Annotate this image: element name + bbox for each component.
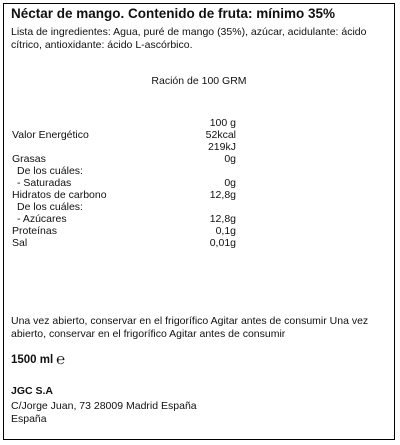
nutrition-row-protein xyxy=(12,225,236,237)
carbs-value: 12,8g xyxy=(209,189,236,201)
nutrition-row-energy-kj xyxy=(12,141,236,153)
fat-value: 0g xyxy=(224,153,236,165)
nutrition-row-salt xyxy=(12,237,236,249)
protein-label: Proteínas xyxy=(12,225,57,237)
protein-value: 0,1g xyxy=(215,225,236,237)
ingredients-text: Lista de ingredientes: Agua, puré de mango (35%), azúcar, acidulante: ácido cítrico, antioxidante: ácido L-ascórbico. xyxy=(11,26,367,51)
energy-kj-value: 219kJ xyxy=(207,141,236,153)
company-country: España xyxy=(11,413,47,425)
fat-label: Grasas xyxy=(12,153,46,165)
quantity-value: 100 g xyxy=(209,117,236,129)
carbs-label: Hidratos de carbono xyxy=(12,189,107,201)
saturates-label: - Saturadas xyxy=(17,177,72,189)
nutrition-row-carbs xyxy=(12,189,236,201)
company-address: C/Jorge Juan, 73 28009 Madrid España xyxy=(11,400,197,412)
sugars-label: - Azúcares xyxy=(17,213,67,225)
net-volume xyxy=(11,351,65,368)
company-name: JGC S.A xyxy=(11,385,54,397)
product-title: Néctar de mango. Contenido de fruta: mínimo 35% xyxy=(11,6,336,21)
salt-label: Sal xyxy=(12,237,28,249)
storage-instructions: Una vez abierto, conservar en el frigorífico Agitar antes de consumir Una vez abierto, conservar en el frigorífico Agitar antes de consumir xyxy=(11,315,369,340)
nutrition-row-of-which-2 xyxy=(12,201,236,213)
nutrition-row-energy xyxy=(12,129,236,141)
energy-label: Valor Energético xyxy=(12,129,89,141)
estimated-sign-icon: ℮ xyxy=(56,351,66,368)
volume-value: 1500 ml xyxy=(11,354,54,366)
salt-value: 0,01g xyxy=(209,237,236,249)
nutrition-row-saturates xyxy=(12,177,236,189)
product-label xyxy=(3,3,395,440)
saturates-value: 0g xyxy=(224,177,236,189)
nutrition-row-quantity xyxy=(12,117,236,129)
nutrition-row-fat xyxy=(12,153,236,165)
nutrition-row-sugars xyxy=(12,213,236,225)
of-which-label: De los cuáles: xyxy=(17,201,83,213)
serving-header: Ración de 100 GRM xyxy=(151,75,247,87)
of-which-label: De los cuáles: xyxy=(17,165,83,177)
energy-kcal-value: 52kcal xyxy=(205,129,236,141)
nutrition-row-of-which-1 xyxy=(12,165,236,177)
sugars-value: 12,8g xyxy=(209,213,236,225)
